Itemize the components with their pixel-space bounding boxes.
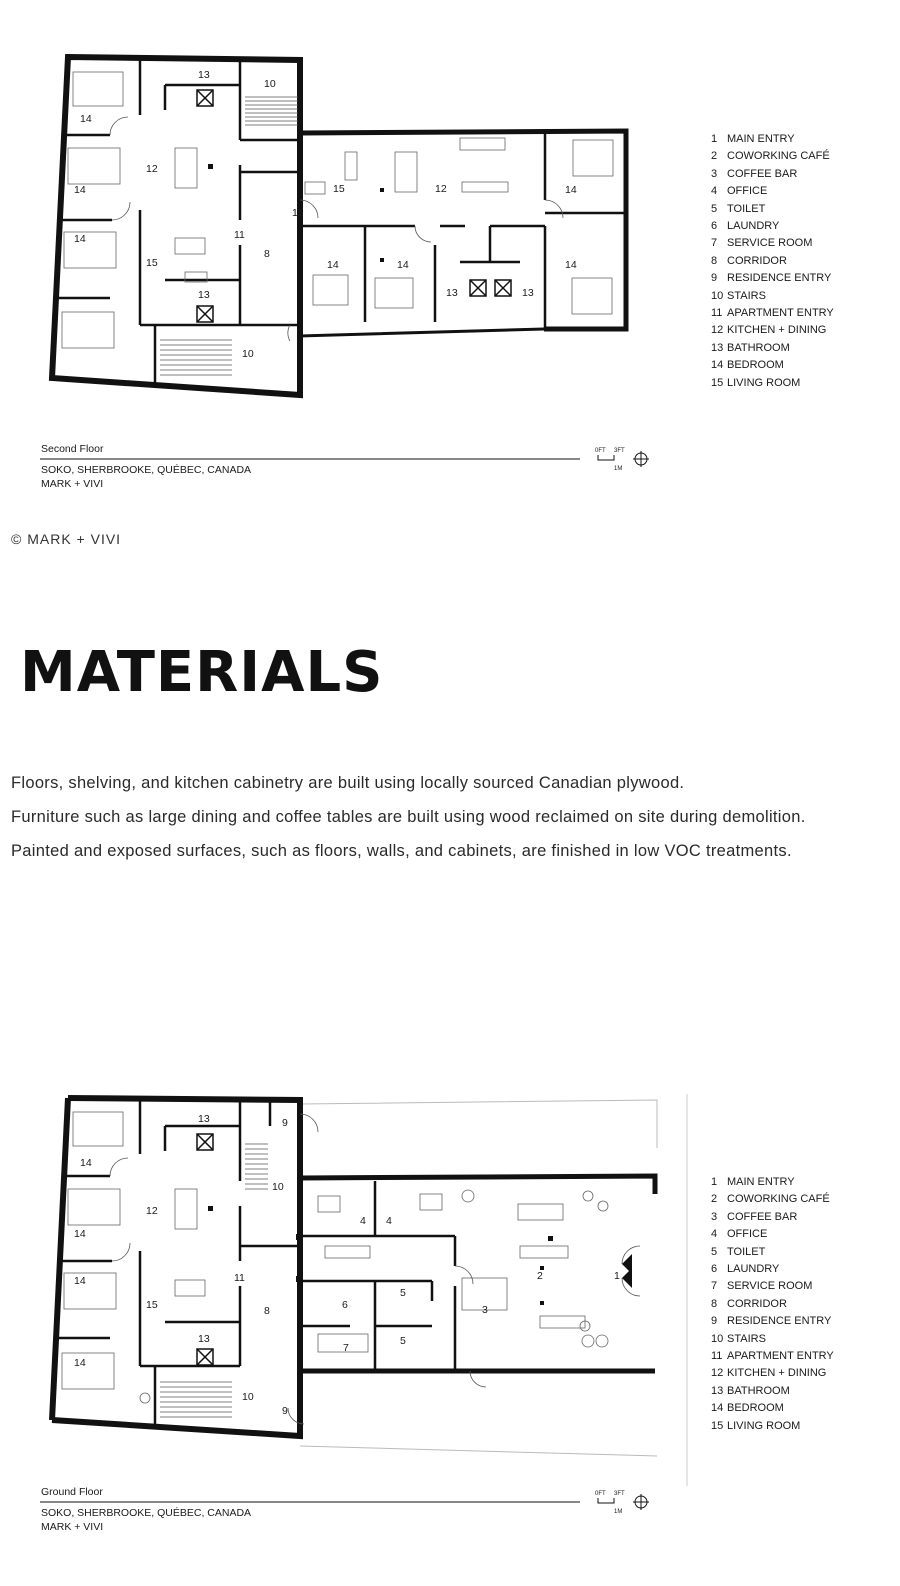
room-label: 14 — [565, 259, 577, 271]
room-label: 10 — [272, 1181, 284, 1193]
room-label: 12 — [146, 1205, 158, 1217]
legend-label: COWORKING CAFÉ — [727, 1193, 830, 1205]
legend-label: RESIDENCE ENTRY — [727, 272, 832, 284]
legend-label: BATHROOM — [727, 1385, 790, 1397]
legend-num: 2 — [711, 1193, 718, 1205]
room-label: 11 — [234, 1272, 245, 1284]
room-label: 15 — [146, 1299, 158, 1311]
legend-num: 12 — [711, 1367, 724, 1379]
legend-num: 11 — [711, 1350, 723, 1362]
scale-bar — [595, 448, 625, 472]
room-label: 1 — [614, 1270, 620, 1282]
legend-label: STAIRS — [727, 290, 766, 302]
room-label: 5 — [400, 1287, 406, 1299]
legend-num: 10 — [711, 290, 724, 302]
room-label: 14 — [565, 184, 577, 196]
legend-num: 9 — [711, 1315, 718, 1327]
exterior-wall — [300, 131, 626, 329]
room-label: 13 — [198, 1113, 210, 1125]
legend-num: 6 — [711, 1263, 718, 1275]
section-heading: MATERIALS — [20, 640, 384, 705]
legend-label: LAUNDRY — [727, 1263, 780, 1275]
legend-label: CORRIDOR — [727, 1298, 787, 1310]
legend-label: COWORKING CAFÉ — [727, 150, 830, 162]
legend-label: KITCHEN + DINING — [727, 1367, 827, 1379]
legend-num: 14 — [711, 359, 724, 371]
room-label: 8 — [264, 248, 270, 260]
north-arrow-icon — [633, 451, 649, 467]
project-line: SOKO, SHERBROOKE, QUÉBEC, CANADA — [41, 1507, 252, 1519]
room-label: 4 — [360, 1215, 366, 1227]
legend-label: MAIN ENTRY — [727, 133, 795, 145]
room-label: 9 — [282, 1117, 288, 1129]
legend-label: OFFICE — [727, 1228, 768, 1240]
legend-label: STAIRS — [727, 1333, 766, 1345]
paragraph: Furniture such as large dining and coffee tables are built using wood reclaimed on site during demolition. — [11, 808, 806, 826]
legend-num: 1 — [711, 133, 718, 145]
room-label: 5 — [400, 1335, 406, 1347]
plan-title: Second Floor — [41, 443, 104, 455]
room-label: 15 — [146, 257, 158, 269]
legend-label: TOILET — [727, 1246, 766, 1258]
room-label: 14 — [80, 113, 92, 125]
room-label: 15 — [333, 183, 345, 195]
room-label: 14 — [74, 1357, 86, 1369]
room-label: 10 — [242, 348, 254, 360]
legend-num: 15 — [711, 1420, 724, 1432]
second-floor-plan — [0, 0, 900, 500]
legend-label: BATHROOM — [727, 342, 790, 354]
legend-num: 10 — [711, 1333, 724, 1345]
scale-left: 0FT — [595, 1491, 606, 1497]
legend-label: LIVING ROOM — [727, 1420, 801, 1432]
room-label: 11 — [234, 229, 245, 241]
image-credit: © MARK + VIVI — [11, 531, 122, 547]
legend-label: COFFEE BAR — [727, 168, 798, 180]
legend-num: 9 — [711, 272, 718, 284]
scale-right: 3FT — [614, 1491, 625, 1497]
ground-floor-drawing — [0, 1086, 900, 1586]
paragraph: Painted and exposed surfaces, such as floors, walls, and cabinets, are finished in low VOC treatments. — [11, 842, 792, 860]
legend-label: LAUNDRY — [727, 220, 780, 232]
legend-num: 13 — [711, 1385, 724, 1397]
legend-num: 4 — [711, 185, 718, 197]
legend-label: SERVICE ROOM — [727, 237, 813, 249]
room-label: 7 — [343, 1342, 349, 1354]
room-label: 13 — [198, 1333, 210, 1345]
exterior-wall — [300, 1176, 655, 1194]
firm-line: MARK + VIVI — [41, 1521, 104, 1533]
north-arrow-icon — [633, 1494, 649, 1510]
room-label: 11 — [292, 207, 303, 219]
room-label: 13 — [522, 287, 534, 299]
room-label: 8 — [264, 1305, 270, 1317]
legend-num: 14 — [711, 1402, 724, 1414]
room-label: 14 — [74, 1275, 86, 1287]
legend-label: TOILET — [727, 203, 766, 215]
legend-num: 12 — [711, 324, 724, 336]
legend-label: APARTMENT ENTRY — [727, 307, 834, 319]
room-label: 14 — [74, 184, 86, 196]
legend-label: BEDROOM — [727, 1402, 784, 1414]
legend-num: 5 — [711, 203, 718, 215]
room-label: 9 — [282, 1405, 288, 1417]
room-label: 13 — [198, 69, 210, 81]
legend-label: COFFEE BAR — [727, 1211, 798, 1223]
room-label: 13 — [446, 287, 458, 299]
legend-label: MAIN ENTRY — [727, 1176, 795, 1188]
legend-num: 13 — [711, 342, 724, 354]
legend-label: BEDROOM — [727, 359, 784, 371]
legend-num: 8 — [711, 255, 718, 267]
materials-text — [11, 766, 879, 868]
firm-line: MARK + VIVI — [41, 478, 104, 490]
legend-label: RESIDENCE ENTRY — [727, 1315, 832, 1327]
scale-bottom: 1M — [614, 466, 623, 472]
legend-num: 7 — [711, 237, 718, 249]
legend-label: APARTMENT ENTRY — [727, 1350, 834, 1362]
scale-left: 0FT — [595, 448, 606, 454]
legend-num: 7 — [711, 1280, 718, 1292]
room-label: 14 — [397, 259, 409, 271]
scale-right: 3FT — [614, 448, 625, 454]
legend-num: 1 — [711, 1176, 718, 1188]
legend-num: 3 — [711, 1211, 718, 1223]
room-label: 3 — [482, 1304, 488, 1316]
plan-title: Ground Floor — [41, 1486, 103, 1498]
scale-bar — [595, 1491, 625, 1515]
legend-label: CORRIDOR — [727, 255, 787, 267]
paragraph: Floors, shelving, and kitchen cabinetry are built using locally sourced Canadian plywood. — [11, 774, 685, 792]
room-label: 10 — [242, 1391, 254, 1403]
room-label: 12 — [146, 163, 158, 175]
room-label: 4 — [386, 1215, 392, 1227]
legend — [711, 1176, 834, 1432]
legend-label: OFFICE — [727, 185, 768, 197]
scale-bottom: 1M — [614, 1509, 623, 1515]
project-line: SOKO, SHERBROOKE, QUÉBEC, CANADA — [41, 464, 252, 476]
room-label: 12 — [435, 183, 447, 195]
room-label: 14 — [74, 1228, 86, 1240]
second-floor-drawing — [0, 0, 900, 500]
exterior-wall — [52, 57, 300, 395]
legend-num: 11 — [711, 307, 723, 319]
legend-num: 3 — [711, 168, 718, 180]
room-label: 2 — [537, 1270, 543, 1282]
legend-label: LIVING ROOM — [727, 377, 801, 389]
legend-num: 8 — [711, 1298, 718, 1310]
room-labels — [74, 69, 577, 360]
legend-label: SERVICE ROOM — [727, 1280, 813, 1292]
legend — [711, 133, 834, 389]
ground-floor-plan — [0, 1086, 900, 1586]
room-label: 10 — [264, 78, 276, 90]
room-label: 6 — [342, 1299, 348, 1311]
legend-num: 5 — [711, 1246, 718, 1258]
room-label: 14 — [74, 233, 86, 245]
legend-label: KITCHEN + DINING — [727, 324, 827, 336]
room-label: 13 — [198, 289, 210, 301]
legend-num: 15 — [711, 377, 724, 389]
legend-num: 2 — [711, 150, 718, 162]
room-label: 14 — [80, 1157, 92, 1169]
room-label: 14 — [327, 259, 339, 271]
legend-num: 6 — [711, 220, 718, 232]
legend-num: 4 — [711, 1228, 718, 1240]
